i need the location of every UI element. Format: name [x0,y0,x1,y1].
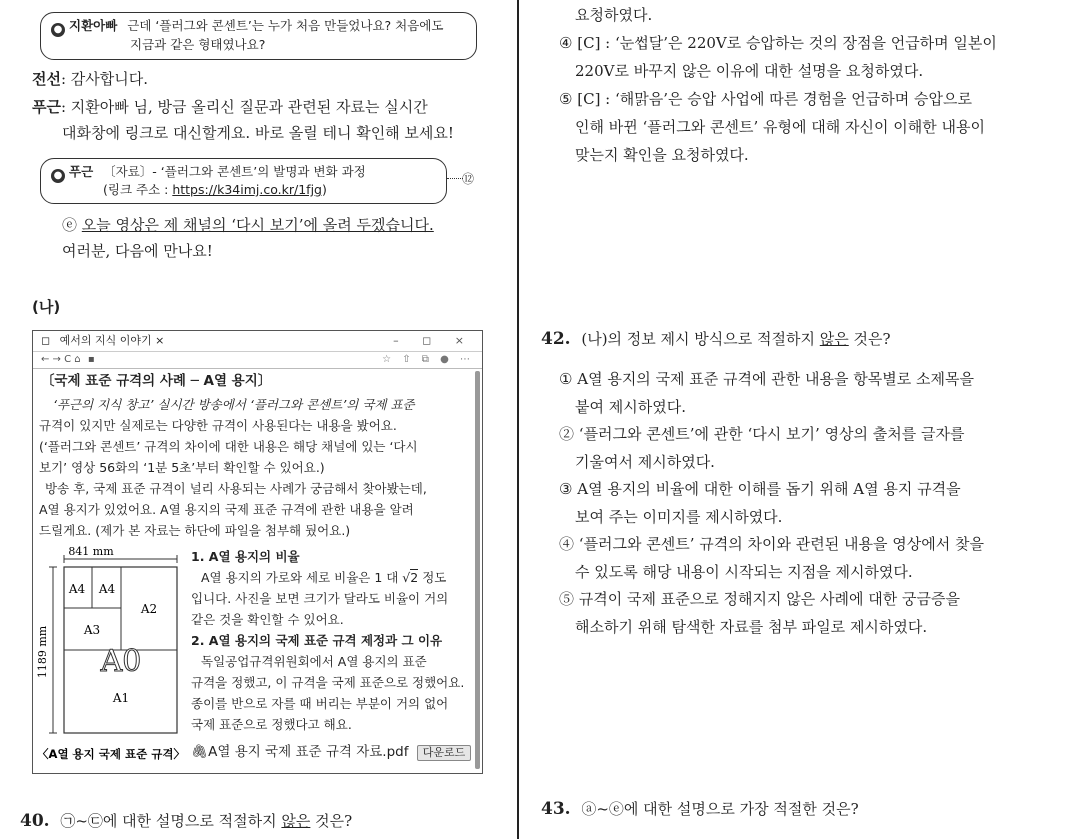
address-bar [33,352,482,369]
option-line: ‘플러그와 콘센트’에 관한 ‘다시 보기’ 영상의 출처를 글자를 [578,425,965,443]
speech-text: : 감사합니다. [60,70,149,88]
option-line: [C] : ‘눈썹달’은 220V로 승압하는 것의 장점을 언급하며 일본이 [577,34,997,52]
option-line: 붙여 제시하였다. [575,398,686,416]
a1-label: A1 [112,691,130,705]
option-3 [559,476,961,504]
option-5 [559,86,972,114]
bubble-text: ) [321,182,327,197]
a0-label: A0 [100,644,142,679]
question-text: ㉠~㉢에 대한 설명으로 적절하지 [60,812,282,830]
question-number: 43. [541,799,571,819]
scrollbar[interactable] [475,371,480,769]
option-line: A열 용지의 비율에 대한 이해를 돕기 위해 A열 용지 규격을 [577,480,961,498]
tab-bar [33,331,482,352]
section2-line: 규격을 정했고, 이 규격을 국제 표준으로 정했어요. [191,675,465,690]
attachment [191,742,471,763]
window-controls[interactable]: – ◻ × [393,334,474,347]
option-1 [559,366,974,394]
option-line: 수 있도록 해당 내용이 시작되는 지점을 제시하였다. [575,563,913,581]
question-emphasis: 않은 [819,330,849,348]
question-42 [541,328,891,349]
question-emphasis: 않은 [281,812,311,830]
question-text: 것은? [848,330,891,348]
sqrt-symbol: √ [402,570,411,585]
section2-line: 종이를 반으로 자를 때 버리는 부분이 거의 없어 [191,696,449,711]
circled-mark: ⓔ [62,216,78,234]
option-line: 보여 주는 이미지를 제시하였다. [575,508,783,526]
a-paper-figure [36,545,189,777]
question-number: 42. [541,329,571,349]
option-line: [C] : ‘해맑음’은 승압 사업에 따른 경험을 언급하며 승압으로 [577,90,972,108]
figure-caption: 〈A열 용지 국제 표준 규격〉 [37,747,185,761]
bubble-speaker: 지환아빠 [69,18,118,33]
browser-window [32,330,483,774]
option-continuation: 요청하였다. [575,6,653,24]
bubble-text: 지금과 같은 형태였나요? [130,37,266,52]
download-button[interactable]: 다운로드 [417,745,472,761]
post-para1-line: 보기’ 영상 56화의 ‘1분 5초’부터 확인할 수 있어요.) [39,460,325,475]
section-label: (나) [32,298,61,316]
section1-text: A열 용지의 가로와 세로 비율은 1 대 [201,570,403,585]
left-column [0,0,518,839]
closing-text: 오늘 영상은 제 채널의 ‘다시 보기’에 올려 두겠습니다. [81,216,434,234]
question-text: ⓐ~ⓔ에 대한 설명으로 가장 적절한 것은? [581,800,859,818]
link-address[interactable]: https://k34imj.co.kr/1fjg [172,182,322,197]
a4-label: A4 [98,582,116,596]
option-number: ⑤ [559,90,573,108]
tab-icon: ◻ [41,334,51,347]
option-2 [559,421,965,449]
option-line: A열 용지의 국제 표준 규격에 관한 내용을 항목별로 소제목을 [577,370,974,388]
speech-text: : 지환아빠 님, 방금 올리신 질문과 관련된 자료는 실시간 [60,98,428,116]
sqrt-value: 2 [410,570,419,585]
bubble-text: 〔자료〕- ‘플러그와 콘센트’의 발명과 변화 과정 [103,164,366,179]
a3-label: A3 [83,623,101,637]
option-line: 220V로 바꾸지 않은 이유에 대한 설명을 요청하였다. [575,62,924,80]
option-number: ④ [559,535,575,553]
option-line: 인해 바뀐 ‘플러그와 콘센트’ 유형에 대해 자신이 이해한 내용이 [575,118,985,136]
section2-line: 국제 표준으로 정했다고 해요. [191,717,352,732]
closing-text: 여러분, 다음에 만나요! [62,242,213,260]
post-heading: 〔국제 표준 규격의 사례 ─ A열 용지〕 [41,373,272,389]
a2-label: A2 [140,602,158,616]
question-text: 것은? [310,812,353,830]
option-number: ③ [559,480,573,498]
toolbar-icons[interactable]: ☆ ⇧ ⧉ ● ⋯ [382,354,474,365]
lock-icon: ▪ [87,354,95,365]
option-line: 기울여서 제시하였다. [575,453,715,471]
section1-text: 정도 [418,570,447,585]
section1-title: 1. A열 용지의 비율 [191,549,300,564]
attachment-filename[interactable]: A열 용지 국제 표준 규격 자료.pdf [208,744,409,760]
post-para2-line: 드릴게요. (제가 본 자료는 하단에 파일을 첨부해 뒀어요.) [39,523,351,538]
option-number: ① [559,370,573,388]
chat-bubble-pugeun [40,158,447,204]
closing-line [62,214,434,236]
post-para1-line: (‘플러그와 콘센트’ 규격의 차이에 대한 내용은 해당 채널에 있는 ‘다시 [39,439,418,454]
user-avatar-icon: ● [51,169,65,183]
a4-label: A4 [68,582,86,596]
post-para1-line: ‘푸근의 지식 창고’ 실시간 방송에서 ‘플러그와 콘센트’의 국제 표준 [53,397,415,412]
option-number: ② [559,425,575,443]
user-avatar-icon: ● [51,23,65,37]
section1-line: 입니다. 사진을 보면 크기가 달라도 비율이 거의 [191,591,449,606]
option-line: 해소하기 위해 탐색한 자료를 첨부 파일로 제시하였다. [575,618,928,636]
option-line: ‘플러그와 콘센트’ 규격의 차이와 관련된 내용을 영상에서 찾을 [578,535,984,553]
height-label: 1189 mm [36,625,49,679]
tab-title[interactable]: 예서의 지식 이야기 × [59,334,165,347]
option-number: ④ [559,34,573,52]
question-number: 40. [20,811,50,831]
speech-pugeun [32,96,428,118]
post-para2-line: A열 용지가 있었어요. A열 용지의 국제 표준 규격에 관한 내용을 알려 [39,502,414,517]
bubble-text: 근데 ‘플러그와 콘센트’는 누가 처음 만들었나요? 처음에도 [127,18,444,33]
speech-text: 대화창에 링크로 대신할게요. 바로 올릴 테니 확인해 보세요! [62,124,454,142]
question-40 [20,810,352,831]
marker-label: ⑫ [462,172,475,186]
post-para1-line: 규격이 있지만 실제로는 다양한 규격이 사용된다는 내용을 봤어요. [39,418,397,433]
section2-line: 독일공업규격위원회에서 A열 용지의 표준 [201,654,427,669]
section1-line [201,568,446,589]
section1-line: 같은 것을 확인할 수 있어요. [191,612,344,627]
option-line: 맞는지 확인을 요청하였다. [575,146,749,164]
leader-line [447,178,463,179]
option-4 [559,531,984,559]
question-43 [541,798,859,819]
post-para2-line: 방송 후, 국제 표준 규격이 널리 사용되는 사례가 궁금해서 찾아봤는데, [45,481,427,496]
option-number: ⑤ [559,590,575,608]
paperclip-icon: 🖇 [191,744,209,760]
bubble-speaker: 푸근 [69,164,94,179]
right-column [519,0,1086,839]
nav-icons[interactable]: ← → C ⌂ [41,354,81,365]
speaker-label: 푸근 [32,98,61,116]
chat-bubble-jihwan [40,12,477,60]
speech-jeonseon [32,68,148,90]
option-4 [559,30,997,58]
section2-title: 2. A열 용지의 국제 표준 규격 제정과 그 이유 [191,633,443,648]
width-label: 841 mm [68,545,114,558]
option-5 [559,586,960,614]
question-text: (나)의 정보 제시 방식으로 적절하지 [581,330,820,348]
speaker-label: 전선 [32,70,61,88]
option-line: 규격이 국제 표준으로 정해지지 않은 사례에 대한 궁금증을 [578,590,960,608]
bubble-text: (링크 주소 : [103,182,173,197]
post-content [33,369,473,771]
